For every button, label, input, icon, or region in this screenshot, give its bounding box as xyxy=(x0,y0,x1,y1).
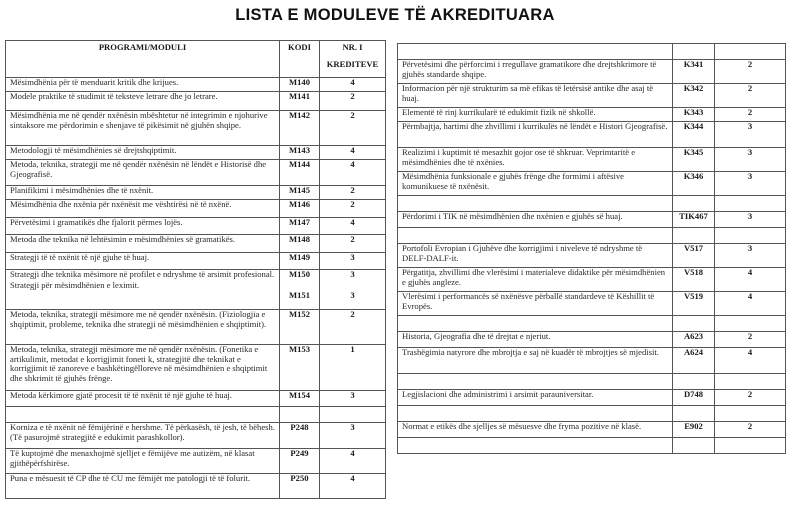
module-name: Modele praktike të studimit të teksteve letrare dhe jo letrare. xyxy=(6,92,280,111)
table-row xyxy=(6,78,386,92)
table-row xyxy=(6,391,386,407)
module-code: M147 xyxy=(280,218,320,235)
spacer-cell xyxy=(715,374,786,390)
table-row xyxy=(398,292,786,316)
table-row xyxy=(6,449,386,474)
table-spacer-row xyxy=(398,196,786,212)
module-name: Informacion për një strukturim sa më efikas të letërsisë antike dhe asaj të huaj. xyxy=(398,84,673,108)
module-code: D748 xyxy=(673,390,715,406)
table-row xyxy=(398,244,786,268)
module-credits: 2 xyxy=(715,390,786,406)
module-name: Puna e mësuesit të CP dhe të CU me fëmijët me patologji të të folurit. xyxy=(6,474,280,499)
module-code: P249 xyxy=(280,449,320,474)
spacer-cell xyxy=(715,438,786,454)
table-spacer-row xyxy=(398,438,786,454)
module-credits: 2 xyxy=(320,92,386,111)
spacer-cell xyxy=(673,316,715,332)
module-name: Përdorimi i TIK në mësimdhënien dhe nxënien e gjuhës së huaj. xyxy=(398,212,673,228)
table-row xyxy=(6,186,386,200)
header-code: KODI xyxy=(280,41,320,78)
module-name: Elementë të rinj kurrikularë të edukimit fizik në shkollë. xyxy=(398,108,673,122)
spacer-cell xyxy=(673,406,715,422)
table-header-row xyxy=(6,41,386,78)
spacer-cell xyxy=(673,196,715,212)
module-credits: 4 xyxy=(715,292,786,316)
module-credits: 1 xyxy=(320,345,386,391)
module-name-combined xyxy=(6,270,280,310)
table-spacer-row xyxy=(398,228,786,244)
module-credits: 3 xyxy=(715,244,786,268)
module-code: M151 xyxy=(288,289,310,300)
module-code: M152 xyxy=(280,310,320,345)
module-name: Strategji të të nxënit të një gjuhe të huaj. xyxy=(6,253,280,270)
module-code: V518 xyxy=(673,268,715,292)
table-row xyxy=(6,160,386,186)
table-row xyxy=(6,92,386,111)
table-row xyxy=(6,218,386,235)
module-code: M154 xyxy=(280,391,320,407)
module-credits: 4 xyxy=(715,348,786,374)
module-code: K346 xyxy=(673,172,715,196)
spacer-cell xyxy=(673,228,715,244)
module-name: Strategji dhe teknika mësimore në profilet e ndryshme të arsimit profesional. xyxy=(10,269,275,279)
module-code: A623 xyxy=(673,332,715,348)
module-code: M145 xyxy=(280,186,320,200)
header-credits-line1: NR. I xyxy=(342,42,363,52)
table-row xyxy=(6,310,386,345)
module-name: Përmbajtja, hartimi dhe zhvillimi i kurrikulës në lëndët e Histori Gjeografisë. xyxy=(398,122,673,148)
module-name: Vlerësimi i performancës së nxënësve përballë standardeve të Këshillit të Evropës. xyxy=(398,292,673,316)
module-credits: 4 xyxy=(320,160,386,186)
spacer-cell xyxy=(398,374,673,390)
module-name: Normat e etikës dhe sjelljes së mësuesve dhe fryma pozitive në klasë. xyxy=(398,422,673,438)
spacer-cell xyxy=(398,228,673,244)
module-name: Përgatitja, zhvillimi dhe vlerësimi i materialeve didaktike për mësimdhënien e gjuhës angleze. xyxy=(398,268,673,292)
spacer-cell xyxy=(398,196,673,212)
module-name: Portofoli Evropian i Gjuhëve dhe korrigjimi i niveleve të ndryshme të DELF-DALF-it. xyxy=(398,244,673,268)
table-spacer-row xyxy=(398,406,786,422)
table-row xyxy=(398,268,786,292)
spacer-cell xyxy=(715,316,786,332)
spacer-cell xyxy=(398,44,673,60)
module-code: M144 xyxy=(280,160,320,186)
spacer-cell xyxy=(673,374,715,390)
table-row xyxy=(6,146,386,160)
module-credits: 2 xyxy=(320,310,386,345)
module-credits: 4 xyxy=(320,449,386,474)
spacer-cell xyxy=(320,407,386,423)
table-row xyxy=(398,422,786,438)
table-row xyxy=(398,108,786,122)
module-code-combined xyxy=(280,270,320,310)
module-name: Mësimdhënia me në qendër nxënësin mbështetur në integrimin e njohurive sintaksore me përdorimin e shenjave të pikësimit në gjuhën shqipe. xyxy=(6,111,280,146)
module-code: M142 xyxy=(280,111,320,146)
module-credits: 2 xyxy=(320,186,386,200)
module-name: Përvetësimi dhe përforcimi i rregullave gramatikore dhe drejtshkrimore të gjuhës standarde shqipe. xyxy=(398,60,673,84)
spacer-cell xyxy=(673,438,715,454)
right-module-table xyxy=(397,43,786,454)
table-row xyxy=(398,172,786,196)
module-name: Planifikimi i mësimdhënies dhe të nxënit. xyxy=(6,186,280,200)
module-credits: 3 xyxy=(715,172,786,196)
module-name: Metoda dhe teknika në lehtësimin e mësimdhënies së gramatikës. xyxy=(6,235,280,253)
header-credits-line2: KREDITEVE xyxy=(326,58,379,69)
module-name: Legjislacioni dhe administrimi i arsimit parauniversitar. xyxy=(398,390,673,406)
module-name: Mësimdhënia për të menduarit kritik dhe krijues. xyxy=(6,78,280,92)
table-row xyxy=(6,200,386,218)
module-code: M153 xyxy=(280,345,320,391)
module-credits: 2 xyxy=(320,111,386,146)
spacer-cell xyxy=(715,196,786,212)
module-credits: 2 xyxy=(715,84,786,108)
module-credits: 2 xyxy=(715,60,786,84)
module-credits: 4 xyxy=(715,268,786,292)
module-name: Mësimdhënia dhe nxënia për nxënësit me vështirësi në të nxënë. xyxy=(6,200,280,218)
table-row xyxy=(6,345,386,391)
left-module-table xyxy=(5,40,386,499)
spacer-cell xyxy=(398,406,673,422)
module-credits: 2 xyxy=(715,108,786,122)
table-row xyxy=(398,122,786,148)
module-code: K341 xyxy=(673,60,715,84)
module-code: TIK467 xyxy=(673,212,715,228)
module-name: Realizimi i kuptimit të mesazhit gojor ose të shkruar. Veprimtaritë e mësimdhënies dhe të nxënies. xyxy=(398,148,673,172)
module-credits: 3 xyxy=(320,253,386,270)
module-code: E902 xyxy=(673,422,715,438)
module-code: P248 xyxy=(280,423,320,449)
module-credits: 3 xyxy=(320,423,386,449)
spacer-cell xyxy=(715,228,786,244)
table-row xyxy=(398,390,786,406)
table-row xyxy=(6,253,386,270)
spacer-cell xyxy=(398,316,673,332)
spacer-cell xyxy=(715,406,786,422)
module-name: Metoda, teknika, strategji mësimore me në qendër nxënësin. (Fiziologjia e shqiptimit, probleme, teknika dhe strategji në mësimdhënien e shqiptimit). xyxy=(6,310,280,345)
module-credits: 4 xyxy=(320,146,386,160)
module-credits: 3 xyxy=(350,269,355,279)
table-spacer-row xyxy=(398,316,786,332)
module-code: M146 xyxy=(280,200,320,218)
module-name: Trashëgimia natyrore dhe mbrojtja e saj në kuadër të mbrojtjes së mjedisit. xyxy=(398,348,673,374)
module-code: M148 xyxy=(280,235,320,253)
module-credits: 4 xyxy=(320,474,386,499)
module-credits: 2 xyxy=(715,422,786,438)
module-name: Mësimdhënia funksionale e gjuhës frënge dhe formimi i aftësive komunikuese të nxënësit. xyxy=(398,172,673,196)
module-name: Historia, Gjeografia dhe të drejtat e njeriut. xyxy=(398,332,673,348)
table-row xyxy=(6,235,386,253)
table-row xyxy=(6,270,386,310)
page-title: LISTA E MODULEVE TË AKREDITUARA xyxy=(235,6,555,24)
module-code: M143 xyxy=(280,146,320,160)
table-row xyxy=(398,60,786,84)
module-code: M140 xyxy=(280,78,320,92)
module-code: A624 xyxy=(673,348,715,374)
module-code: K342 xyxy=(673,84,715,108)
module-name: Të kuptojmë dhe menaxhojmë sjelljet e fëmijëve me autizëm, në klasat gjithëpërfshirëse. xyxy=(6,449,280,474)
table-row xyxy=(6,474,386,499)
module-credits: 2 xyxy=(320,235,386,253)
module-credits: 4 xyxy=(320,78,386,92)
module-credits: 3 xyxy=(320,391,386,407)
table-row xyxy=(398,212,786,228)
module-name: Metodologji të mësimdhënies së drejtshqiptimit. xyxy=(6,146,280,160)
spacer-cell xyxy=(398,438,673,454)
table-spacer-row xyxy=(6,407,386,423)
spacer-cell xyxy=(715,44,786,60)
table-row xyxy=(398,348,786,374)
module-code: V519 xyxy=(673,292,715,316)
module-credits: 3 xyxy=(350,289,355,300)
module-code: M149 xyxy=(280,253,320,270)
module-code: K344 xyxy=(673,122,715,148)
module-code: M141 xyxy=(280,92,320,111)
header-program: PROGRAMI/MODULI xyxy=(6,41,280,78)
module-credits: 3 xyxy=(715,212,786,228)
spacer-cell xyxy=(280,407,320,423)
header-credits xyxy=(320,41,386,78)
table-row xyxy=(398,332,786,348)
module-credits: 2 xyxy=(320,200,386,218)
table-spacer-row xyxy=(398,44,786,60)
module-credits: 4 xyxy=(320,218,386,235)
module-name: Metoda, teknika, strategji mësimore me në qendër nxënësin. (Fonetika e artikulimit, metodat e korrigjimit foneti k, strategjitë dhe teknikat e korrigjimit të zanoreve e bashkëtingëlloreve në mësimdhënien e shqiptimit dhe shkrimit të gjuhës frënge. xyxy=(6,345,280,391)
module-name: Strategji për mësimdhënien e leximit. xyxy=(10,279,140,290)
module-name: Metoda, teknika, strategji me në qendër nxënësin në lëndët e Historisë dhe Gjeografisë. xyxy=(6,160,280,186)
module-code: K343 xyxy=(673,108,715,122)
module-code: M150 xyxy=(288,269,310,279)
table-row xyxy=(6,423,386,449)
module-code: P250 xyxy=(280,474,320,499)
table-row xyxy=(398,148,786,172)
spacer-cell xyxy=(673,44,715,60)
module-code: V517 xyxy=(673,244,715,268)
module-name: Përvetësimi i gramatikës dhe fjalorit përmes lojës. xyxy=(6,218,280,235)
table-row xyxy=(6,111,386,146)
table-spacer-row xyxy=(398,374,786,390)
table-row xyxy=(398,84,786,108)
module-name: Metoda kërkimore gjatë procesit të të nxënit të një gjuhe të huaj. xyxy=(6,391,280,407)
module-credits: 3 xyxy=(715,148,786,172)
module-credits-combined xyxy=(320,270,386,310)
module-credits: 3 xyxy=(715,122,786,148)
spacer-cell xyxy=(6,407,280,423)
module-credits: 2 xyxy=(715,332,786,348)
module-code: K345 xyxy=(673,148,715,172)
module-name: Korniza e të nxënit në fëmijërinë e hershme. Të përkasësh, të jesh, të bëhesh. (Të pasurojmë strategjitë e edukimit parashkollor). xyxy=(6,423,280,449)
